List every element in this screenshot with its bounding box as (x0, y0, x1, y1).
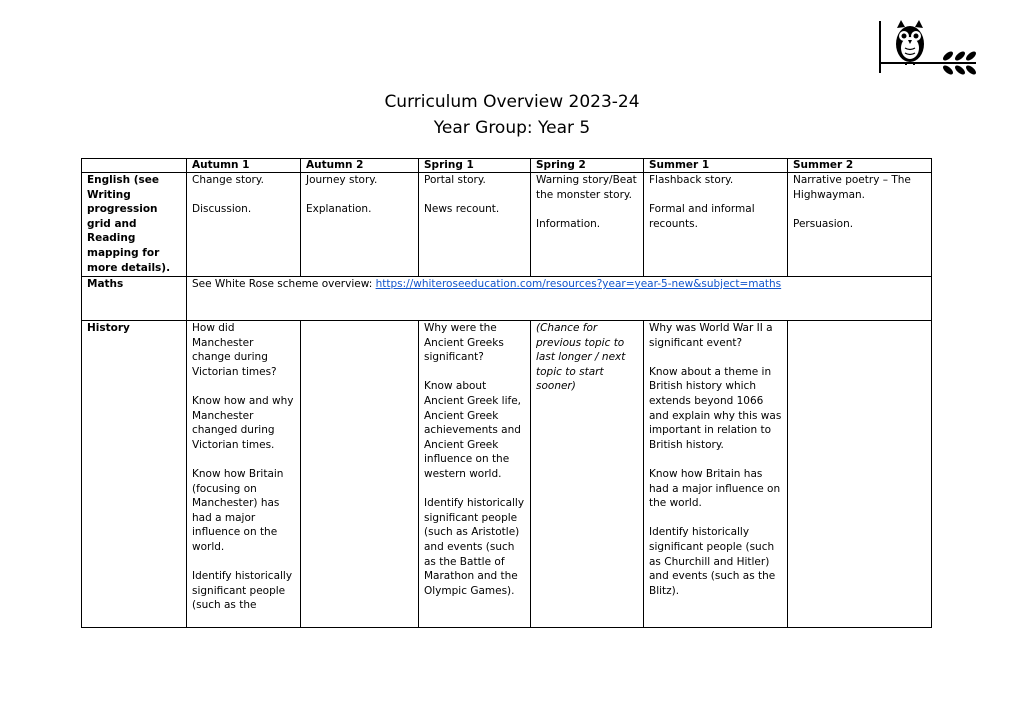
cell-line: Flashback story. (649, 174, 734, 186)
english-autumn-1 (187, 173, 301, 277)
cell-line: Formal and informal recounts. (649, 203, 755, 230)
cell-line: How did Manchester change during Victorian times? (192, 322, 277, 378)
history-spring-1 (419, 321, 531, 628)
header-spring-2: Spring 2 (531, 159, 644, 173)
english-autumn-2 (301, 173, 419, 277)
maths-content (187, 277, 932, 321)
cell-line: Journey story. (306, 174, 378, 186)
cell-line: (Chance for previous topic to last longer / next topic to start sooner) (536, 322, 626, 393)
cell-line: Why were the Ancient Greeks significant? (424, 322, 504, 364)
english-row (82, 173, 932, 277)
cell-line: Know about a theme in British history which extends beyond 1066 and explain why this was important in relation to British history. (649, 365, 782, 451)
header-autumn-1: Autumn 1 (187, 159, 301, 173)
header-summer-2: Summer 2 (788, 159, 932, 173)
cell-line: Why was World War II a significant event? (649, 322, 773, 349)
cell-line: Identify historically significant people (such as Aristotle) and events (such as the Battle of Marathon and the Olympic Games). (424, 497, 525, 597)
history-row (82, 321, 932, 628)
header-summer-1: Summer 1 (644, 159, 788, 173)
white-rose-link[interactable]: https://whiteroseeducation.com/resources?year=year-5-new&subject=maths (375, 278, 782, 290)
cell-line: Know how and why Manchester changed during Victorian times. (192, 394, 294, 451)
curriculum-table (81, 158, 932, 628)
history-autumn-1 (187, 321, 301, 628)
header-autumn-2: Autumn 2 (301, 159, 419, 173)
cell-line: Change story. (192, 174, 264, 186)
cell-line: Know how Britain has had a major influence on the world. (649, 467, 781, 510)
cell-line: Know how Britain (focusing on Manchester) has had a major influence on the world. (192, 467, 284, 553)
header-corner (82, 159, 187, 173)
maths-row (82, 277, 932, 321)
cell-line: Identify historically significant people (such as the (192, 570, 293, 612)
cell-line: Know about Ancient Greek life, Ancient Greek achievements and Ancient Greek influence on the western world. (424, 380, 521, 480)
owl-logo-icon (876, 18, 986, 78)
cell-line: Information. (536, 217, 601, 230)
english-spring-2 (531, 173, 644, 277)
table-header-row (82, 159, 932, 173)
english-summer-2 (788, 173, 932, 277)
english-spring-1 (419, 173, 531, 277)
cell-line: Portal story. (424, 174, 486, 186)
history-summer-2 (788, 321, 932, 628)
cell-line: Discussion. (192, 203, 252, 216)
maths-text: See White Rose scheme overview: (192, 278, 376, 290)
cell-line: Warning story/Beat the monster story. (536, 174, 637, 201)
cell-line: Narrative poetry – The Highwayman. (793, 174, 911, 201)
history-summer-1 (644, 321, 788, 628)
history-autumn-2 (301, 321, 419, 628)
maths-row-label: Maths (82, 277, 187, 321)
history-spring-2 (531, 321, 644, 628)
cell-line: News recount. (424, 203, 500, 216)
history-row-label: History (82, 321, 187, 628)
page-subtitle: Year Group: Year 5 (433, 118, 591, 138)
header-spring-1: Spring 1 (419, 159, 531, 173)
page-title: Curriculum Overview 2023-24 (384, 92, 640, 112)
english-summer-1 (644, 173, 788, 277)
english-row-label: English (see Writing progression grid and Reading mapping for more details). (82, 173, 187, 277)
cell-line: Persuasion. (793, 217, 854, 230)
cell-line: Explanation. (306, 203, 372, 216)
cell-line: Identify historically significant people (such as Churchill and Hitler) and events (such as the Blitz). (649, 526, 776, 597)
